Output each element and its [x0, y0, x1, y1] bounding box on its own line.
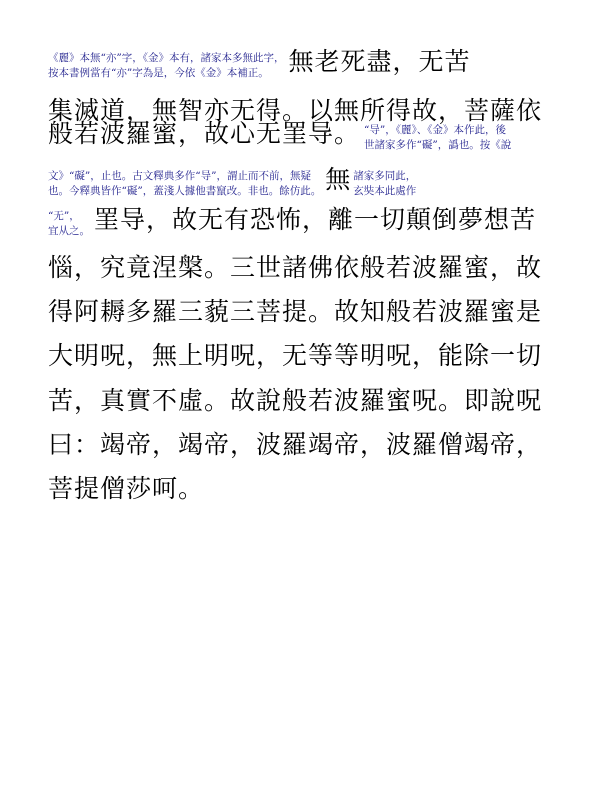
- main-text-line-1: 無老死盡，无苦: [288, 47, 471, 76]
- annotation-note-5-line-b: 宜从之。: [48, 224, 90, 237]
- annotation-note-1-line-b: 按本書例當有“亦”字為是，今依《金》本補正。: [48, 66, 269, 79]
- annotation-note-3: [48, 169, 321, 199]
- annotation-note-3-line-b: 也。今釋典皆作“礙”，蓋淺人據他書竄改。非也。餘仿此。: [48, 184, 322, 197]
- main-text-line-8: 大明呪，無上明呪，无等等明呪，能除一切: [48, 341, 543, 370]
- annotation-note-1: [48, 51, 285, 81]
- annotation-note-3-line-a: 文》“礙”，止也。古文釋典多作“导”，謂止而不前，無疑: [48, 169, 311, 182]
- main-text-line-3: 般若波羅蜜，故心无罣导。: [48, 119, 361, 148]
- annotation-note-5-line-a: “无”，: [48, 209, 80, 222]
- main-text-line-9: 苦，真實不虛。故說般若波羅蜜呪。即說呪: [48, 386, 543, 415]
- annotation-note-2-line-b: 世諸家多作“礙”，譌也。按《說: [364, 138, 512, 151]
- text-line-11: [48, 469, 204, 527]
- main-text-line-4: 無: [325, 165, 352, 194]
- annotation-note-5: [48, 209, 90, 239]
- main-text-line-2: 集滅道，無智亦无得。以無所得故，菩薩依: [48, 96, 543, 125]
- annotation-note-1-line-a: 《麗》本無“亦”字，《金》本有，諸家本多無此字，: [48, 51, 285, 64]
- main-text-line-5: 罣导，故无有恐怖，離一切顛倒夢想苦: [94, 205, 537, 234]
- annotation-note-4-line-b: 玄奘本此處作: [353, 184, 417, 197]
- annotation-note-4: [353, 169, 416, 199]
- main-text-line-6: 惱，究竟涅槃。三世諸佛依般若波羅蜜，故: [48, 253, 543, 282]
- annotation-note-2-line-a: “导”，《麗》、《金》本作此，後: [364, 123, 507, 136]
- main-text-line-11: 菩提僧莎呵。: [48, 474, 205, 503]
- main-text-line-7: 得阿耨多羅三藐三菩提。故知般若波羅蜜是: [48, 297, 543, 326]
- annotation-note-2: [364, 123, 511, 153]
- annotation-note-4-line-a: 諸家多同此，: [353, 169, 417, 182]
- main-text-line-10: 曰：竭帝，竭帝，波羅竭帝，波羅僧竭帝，: [48, 430, 543, 459]
